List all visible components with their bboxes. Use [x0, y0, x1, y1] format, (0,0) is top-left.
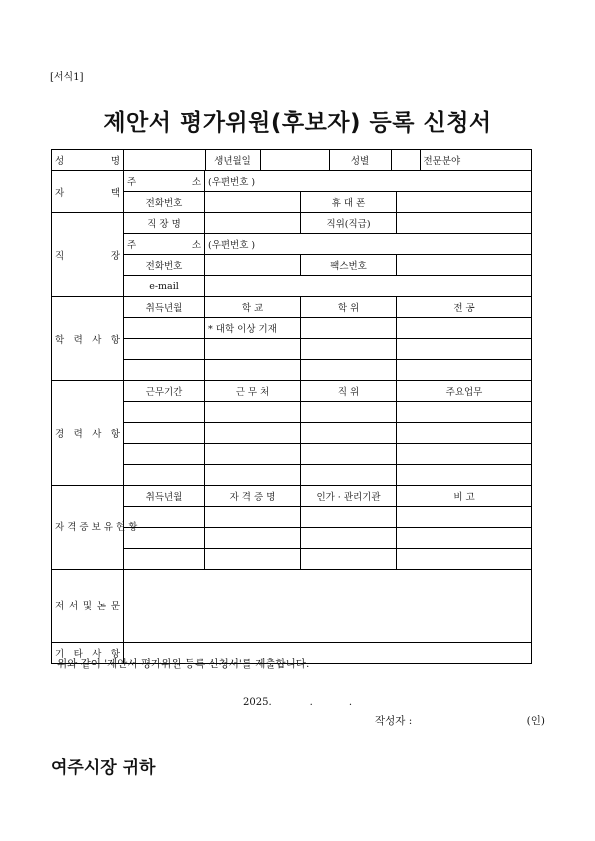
table-row: [52, 318, 532, 339]
mobile-label: 휴 대 폰: [301, 192, 397, 213]
mobile-input[interactable]: [397, 192, 532, 213]
position-label: 직위(직급): [301, 213, 397, 234]
seal-mark: (인): [526, 715, 545, 727]
work-address-row: [52, 234, 532, 255]
birth-date-label: 생년월일: [205, 150, 260, 170]
recipient: 여주시장 귀하: [51, 758, 156, 778]
author-label: 작성자 :: [375, 715, 413, 727]
fax-input[interactable]: [397, 255, 532, 276]
name-subtable: [124, 150, 532, 170]
work-phone-label: 전화번호: [124, 255, 205, 276]
education-note: * 대학 이상 기재: [205, 318, 301, 339]
work-phone-input[interactable]: [205, 255, 301, 276]
table-row: [52, 465, 532, 486]
license-header-date: 취득년월: [124, 486, 205, 507]
home-label: 자 택: [52, 171, 124, 213]
career-header-row: [52, 381, 532, 402]
statement: 위와 같이 '제안서 평가위원 등록 신청서'를 제출합니다.: [57, 658, 310, 670]
company-name-label: 직 장 명: [124, 213, 205, 234]
publications-label: 저 서 및 논 문: [52, 570, 124, 643]
table-row: [52, 360, 532, 381]
specialty-label: 전문분야: [423, 156, 461, 167]
table-row: [52, 402, 532, 423]
name-input[interactable]: [124, 150, 205, 170]
form-code: [서식1]: [50, 72, 84, 83]
author-line: [375, 713, 545, 728]
license-header-row: [52, 486, 532, 507]
date-year: 2025.: [243, 697, 272, 708]
publications-row: [52, 570, 532, 643]
publications-input[interactable]: [124, 570, 532, 643]
work-address-label: 주 소: [124, 234, 205, 255]
education-degree-input[interactable]: [301, 318, 397, 339]
home-address-input[interactable]: (우편번호 ): [205, 171, 532, 192]
education-header-date: 취득년월: [124, 297, 205, 318]
education-header-degree: 학 위: [301, 297, 397, 318]
name-label: 성 명: [52, 150, 124, 171]
home-phone-input[interactable]: [205, 192, 301, 213]
education-date-input[interactable]: [124, 318, 205, 339]
gender-input[interactable]: [391, 150, 420, 170]
work-phone-row: [52, 255, 532, 276]
date-day-sep: .: [348, 697, 353, 708]
table-row: [52, 423, 532, 444]
home-phone-label: 전화번호: [124, 192, 205, 213]
table-row: [52, 444, 532, 465]
education-header-major: 전 공: [397, 297, 532, 318]
date-line: [243, 697, 352, 708]
application-form-table: [51, 149, 532, 664]
education-header-school: 학 교: [205, 297, 301, 318]
work-address-input[interactable]: (우편번호 ): [205, 234, 532, 255]
career-label: 경 력 사 항: [52, 381, 124, 486]
education-major-input[interactable]: [397, 318, 532, 339]
gender-label: 성별: [329, 150, 391, 170]
license-label: 자 격 증 보 유 현 황: [52, 486, 124, 570]
work-company-row: [52, 213, 532, 234]
position-input[interactable]: [397, 213, 532, 234]
career-header-position: 직 위: [301, 381, 397, 402]
email-input[interactable]: [205, 276, 532, 297]
work-label: 직 장: [52, 213, 124, 297]
name-row: [52, 150, 532, 171]
career-header-period: 근무기간: [124, 381, 205, 402]
career-header-duties: 주요업무: [397, 381, 532, 402]
table-row: [52, 549, 532, 570]
work-email-row: [52, 276, 532, 297]
career-header-workplace: 근 무 처: [205, 381, 301, 402]
date-month-sep: .: [309, 697, 313, 708]
home-phone-row: [52, 192, 532, 213]
education-label: 학 력 사 항: [52, 297, 124, 381]
license-header-name: 자 격 증 명: [205, 486, 301, 507]
email-label: e-mail: [124, 276, 205, 297]
home-address-row: [52, 171, 532, 192]
education-header-row: [52, 297, 532, 318]
license-header-issuer: 인가 · 관리기관: [301, 486, 397, 507]
license-header-note: 비 고: [397, 486, 532, 507]
home-address-label: 주 소: [124, 171, 205, 192]
document-title: 제안서 평가위원(후보자) 등록 신청서: [103, 110, 492, 136]
etc-label: 기 타 사 항: [52, 643, 124, 664]
company-name-input[interactable]: [205, 213, 301, 234]
fax-label: 팩스번호: [301, 255, 397, 276]
table-row: [52, 339, 532, 360]
birth-date-input[interactable]: [260, 150, 329, 170]
